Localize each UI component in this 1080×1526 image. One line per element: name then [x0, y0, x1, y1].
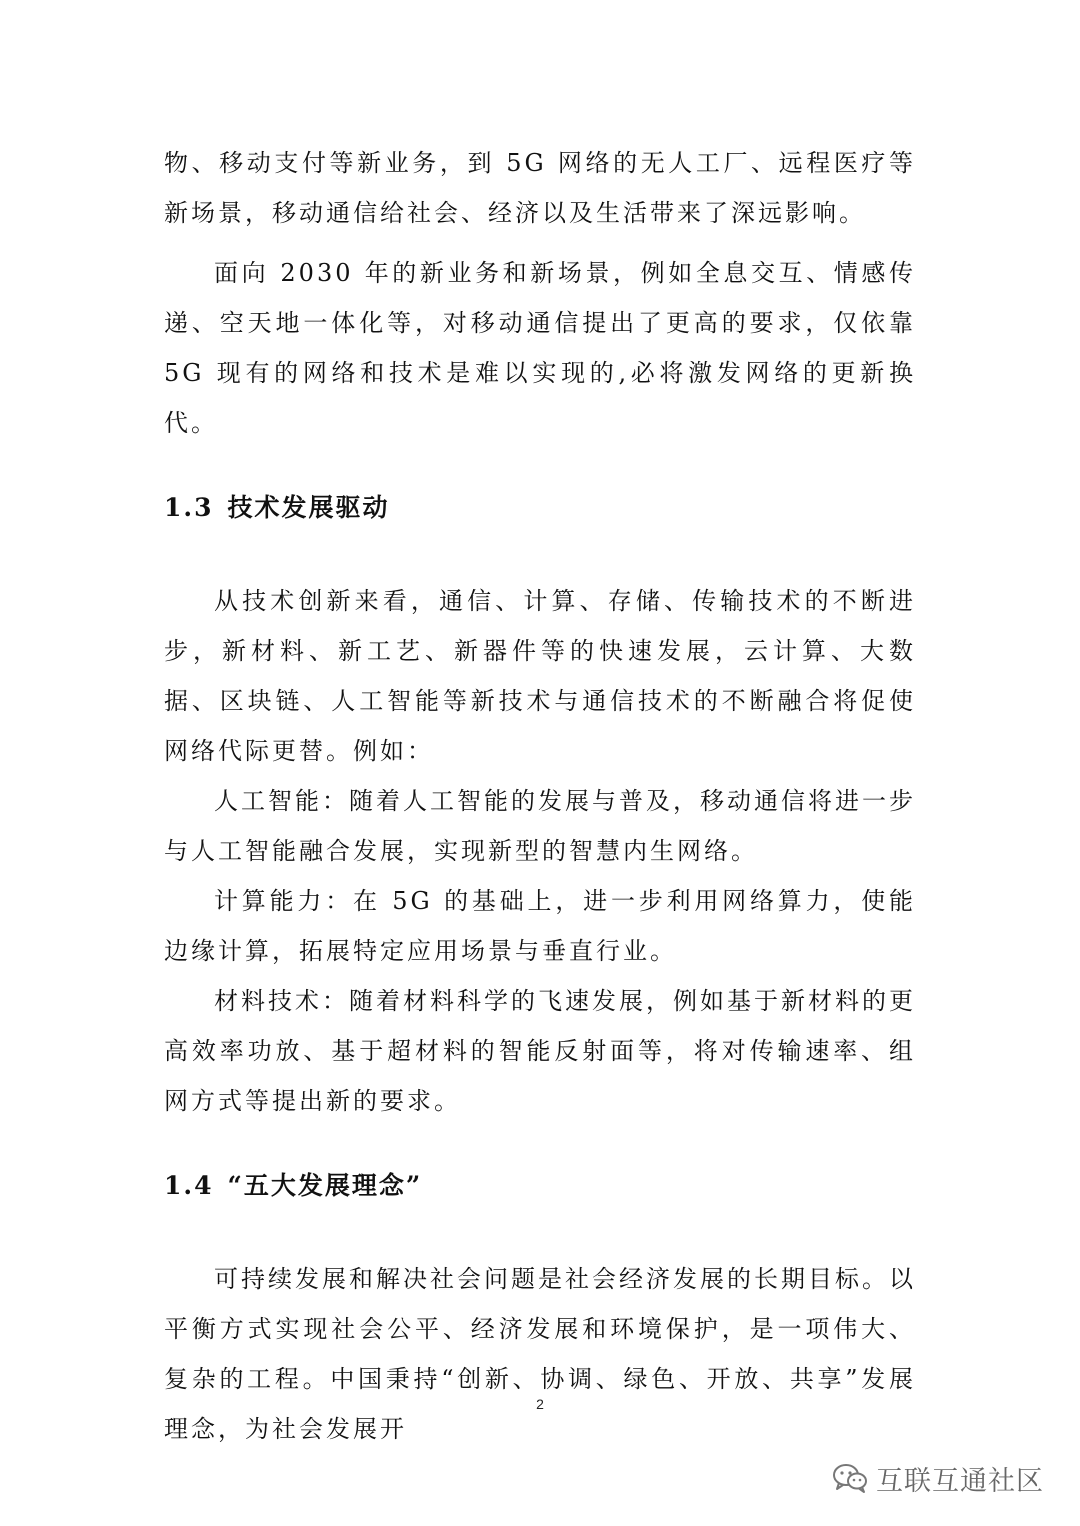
paragraph: 计算能力：在 5G 的基础上，进一步利用网络算力，使能边缘计算，拓展特定应用场景与垂直行业。: [164, 887, 916, 965]
paragraph: 人工智能：随着人工智能的发展与普及，移动通信将进一步与人工智能融合发展，实现新型的智慧内生网络。: [164, 787, 916, 865]
page-number: 2: [536, 1396, 544, 1412]
page-content: [164, 138, 916, 1454]
watermark: [832, 1458, 1044, 1498]
paragraph-continuation: 物、移动支付等新业务，到 5G 网络的无人工厂、远程医疗等新场景，移动通信给社会、经济以及生活带来了深远影响。: [164, 149, 916, 227]
section-heading-1-3: [164, 488, 916, 528]
paragraph: 可持续发展和解决社会问题是社会经济发展的长期目标。以平衡方式实现社会公平、经济发展和环境保护，是一项伟大、复杂的工程。中国秉持“创新、协调、绿色、开放、共享”发展理念，为社会发展开: [164, 1265, 916, 1443]
paragraph: 面向 2030 年的新业务和新场景，例如全息交互、情感传递、空天地一体化等，对移动通信提出了更高的要求，仅依靠 5G 现有的网络和技术是难以实现的,必将激发网络的更新换代。: [164, 259, 916, 437]
section-title: 技术发展驱动: [227, 493, 390, 522]
section-heading-1-4: [164, 1166, 916, 1206]
wechat-icon: [832, 1462, 868, 1494]
paragraph: 从技术创新来看，通信、计算、存储、传输技术的不断进步，新材料、新工艺、新器件等的快速发展，云计算、大数据、区块链、人工智能等新技术与通信技术的不断融合将促使网络代际更替。例如：: [164, 587, 916, 765]
section-title: “五大发展理念”: [227, 1171, 423, 1200]
section-number: 1.4: [164, 1171, 214, 1200]
section-number: 1.3: [164, 493, 214, 522]
watermark-text: 互联互通社区: [876, 1465, 1044, 1497]
paragraph: 材料技术：随着材料科学的飞速发展，例如基于新材料的更高效率功放、基于超材料的智能反射面等，将对传输速率、组网方式等提出新的要求。: [164, 987, 916, 1115]
